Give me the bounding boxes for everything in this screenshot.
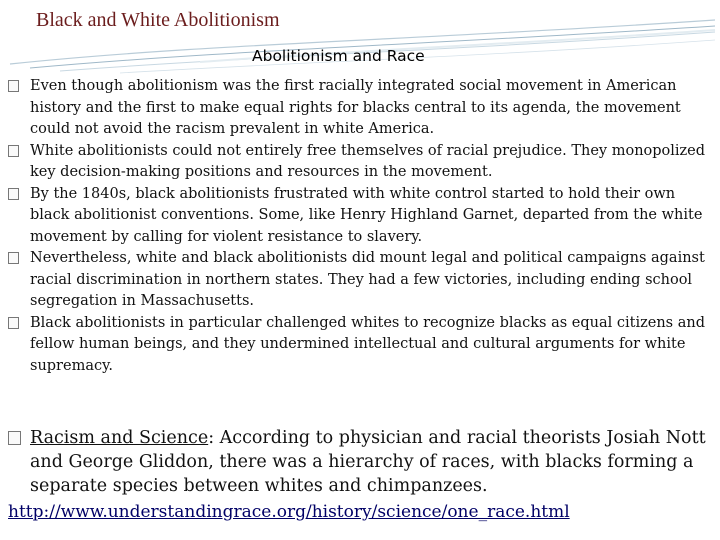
bullet-text: White abolitionists could not entirely free themselves of racial prejudice. They monopolized key decision-making positions and resources in the movement. <box>30 142 706 180</box>
bullet-box-icon <box>8 188 19 200</box>
bullet-box-icon <box>8 317 19 329</box>
bullet-text: By the 1840s, black abolitionists frustrated with white control started to hold their own black abolitionist conventions. Some, like Henry Highland Garnet, departed from the white movement by calling for violent resistance to slavery. <box>30 185 703 245</box>
list-item <box>8 76 716 141</box>
list-item <box>8 141 716 184</box>
bullet-box-icon <box>8 145 19 157</box>
bullet-text: Nevertheless, white and black abolitionists did mount legal and political campaigns against racial discrimination in northern states. They had a few victories, including ending school segregation in Massachusetts. <box>30 250 705 309</box>
science-text: : According to physician and racial theorists Josiah Nott and George Gliddon, there was a hierarchy of races, with blacks forming a separate species between whites and chimpanzees. <box>30 428 706 496</box>
slide-title: Black and White Abolitionism <box>36 9 280 31</box>
list-item <box>8 313 716 378</box>
bullet-box-icon <box>8 80 19 92</box>
bullet-list <box>8 76 716 377</box>
bullet-text: Black abolitionists in particular challenged whites to recognize blacks as equal citizens and fellow human beings, and they undermined intellectual and cultural arguments for white supremacy. <box>30 314 705 374</box>
bullet-box-icon <box>8 252 19 264</box>
list-item <box>8 184 716 249</box>
bullet-text: Even though abolitionism was the first racially integrated social movement in American history and the first to make equal rights for blacks central to its agenda, the movement could not avoid the racism prevalent in white America. <box>30 78 681 137</box>
science-term: Racism and Science <box>30 428 209 448</box>
list-item <box>8 248 716 313</box>
source-link[interactable]: http://www.understandingrace.org/history/science/one_race.html <box>8 502 570 522</box>
bullet-box-icon <box>8 431 21 445</box>
science-list <box>8 426 708 498</box>
list-item <box>8 426 708 498</box>
slide-subtitle: Abolitionism and Race <box>252 47 425 65</box>
